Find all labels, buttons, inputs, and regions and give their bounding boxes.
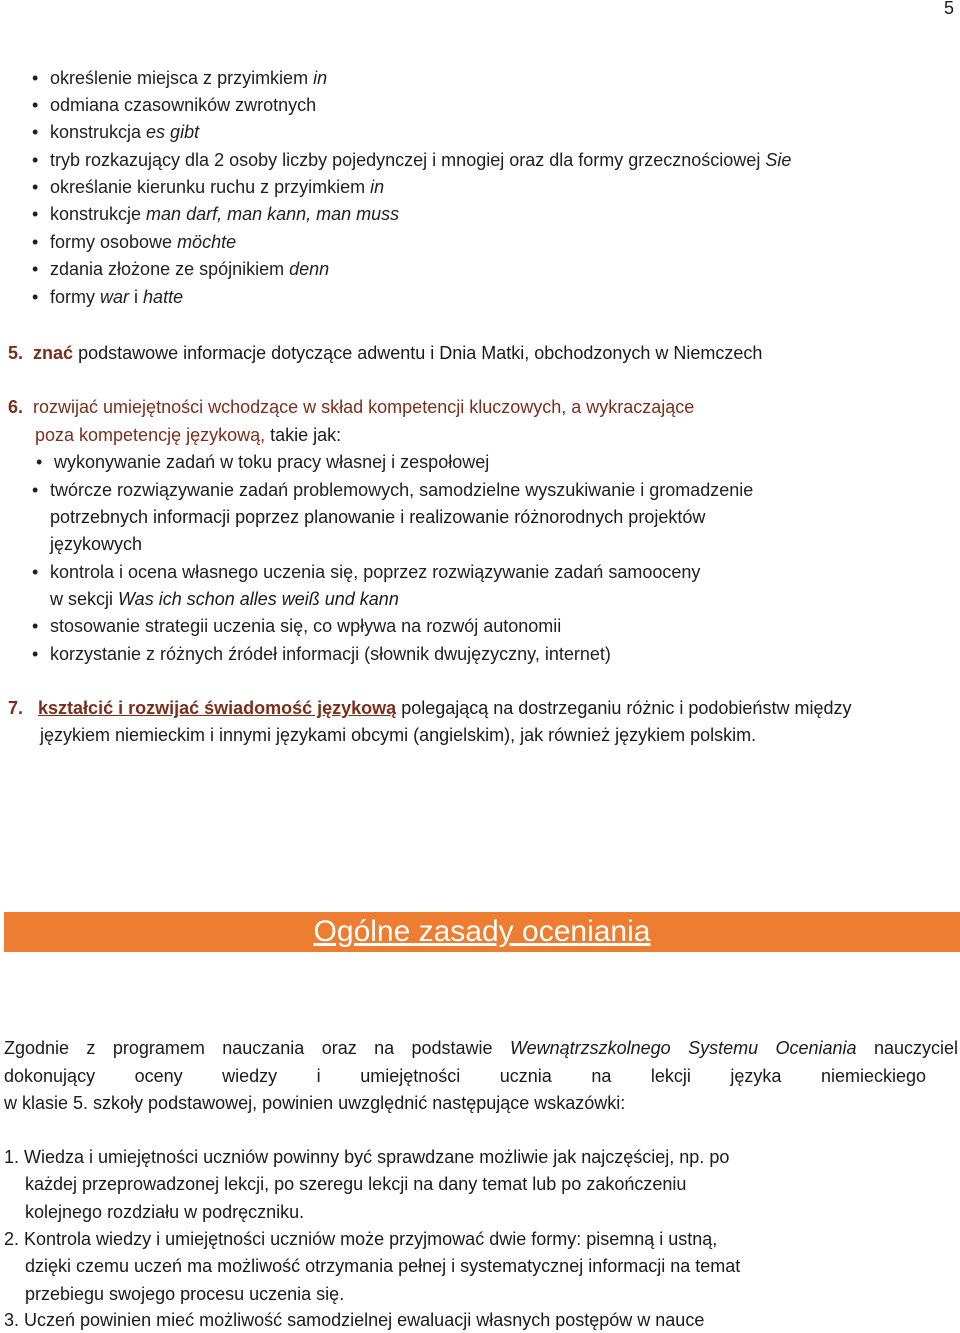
intro-line-2: dokonujący oceny wiedzy i umiejętności ucznia na lekcji języka niemieckiego	[4, 1066, 926, 1086]
list-item: • wykonywanie zadań w toku pracy własnej i zespołowej	[40, 452, 489, 473]
objective-6-subheading: poza kompetencję językową, takie jak:	[35, 425, 342, 445]
intro-line-3: w klasie 5. szkoły podstawowej, powinien uwzględnić następujące wskazówki:	[4, 1093, 626, 1113]
list-item: • określanie kierunku ruchu z przyimkiem in	[36, 177, 384, 198]
page-number: 5	[944, 0, 955, 18]
list-item: • zdania złożone ze spójnikiem denn	[36, 259, 329, 280]
section-title: Ogólne zasady oceniania	[313, 915, 651, 948]
rule-1: 1. Wiedza i umiejętności uczniów powinny być sprawdzane możliwie jak najczęściej, np. po	[4, 1147, 730, 1167]
list-item-continuation: językowych	[50, 534, 143, 554]
list-item: • tryb rozkazujący dla 2 osoby liczby pojedynczej i mnogiej oraz dla formy grzecznościowej Sie	[36, 150, 791, 171]
list-item: • odmiana czasowników zwrotnych	[36, 95, 316, 116]
list-item: • konstrukcja es gibt	[36, 122, 199, 143]
list-item: • twórcze rozwiązywanie zadań problemowych, samodzielne wyszukiwanie i gromadzenie	[36, 480, 753, 501]
rule-2-continuation: przebiegu swojego procesu uczenia się.	[25, 1284, 345, 1304]
list-item: • formy osobowe möchte	[36, 232, 236, 253]
objective-7: 7. kształcić i rozwijać świadomość językową polegającą na dostrzeganiu różnic i podobieństw między	[8, 698, 852, 718]
list-item: • stosowanie strategii uczenia się, co wpływa na rozwój autonomii	[36, 616, 561, 637]
rule-1-continuation: każdej przeprowadzonej lekcji, po szeregu lekcji na dany temat lub po zakończeniu	[25, 1174, 687, 1194]
list-item: • formy war i hatte	[36, 287, 183, 308]
list-item-continuation: w sekcji Was ich schon alles weiß und kann	[50, 589, 399, 609]
rule-2-continuation: dzięki czemu uczeń ma możliwość otrzymania pełnej i systematycznej informacji na temat	[25, 1256, 741, 1276]
list-item: • określenie miejsca z przyimkiem in	[36, 68, 327, 89]
section-title-banner	[4, 912, 960, 952]
rule-1-continuation: kolejnego rozdziału w podręczniku.	[25, 1202, 305, 1222]
list-item: • konstrukcje man darf, man kann, man muss	[36, 204, 399, 225]
list-item-continuation: potrzebnych informacji poprzez planowanie i realizowanie różnorodnych projektów	[50, 507, 706, 527]
list-item: • kontrola i ocena własnego uczenia się, poprzez rozwiązywanie zadań samooceny	[36, 562, 700, 583]
rule-2: 2. Kontrola wiedzy i umiejętności uczniów może przyjmować dwie formy: pisemną i ustną,	[4, 1229, 718, 1249]
list-item: • korzystanie z różnych źródeł informacji (słownik dwujęzyczny, internet)	[36, 644, 611, 665]
objective-5: 5. znać podstawowe informacje dotyczące adwentu i Dnia Matki, obchodzonych w Niemczech	[8, 343, 763, 363]
objective-7-continuation: językiem niemieckim i innymi językami obcymi (angielskim), jak również językiem polskim.	[40, 725, 757, 745]
rule-3: 3. Uczeń powinien mieć możliwość samodzielnej ewaluacji własnych postępów w nauce	[4, 1310, 705, 1330]
intro-line-1: Zgodnie z programem nauczania oraz na podstawie Wewnątrzszkolnego Systemu Oceniania nauczyciel	[4, 1038, 958, 1058]
objective-6-heading: 6. rozwijać umiejętności wchodzące w skład kompetencji kluczowych, a wykraczające	[8, 397, 695, 417]
